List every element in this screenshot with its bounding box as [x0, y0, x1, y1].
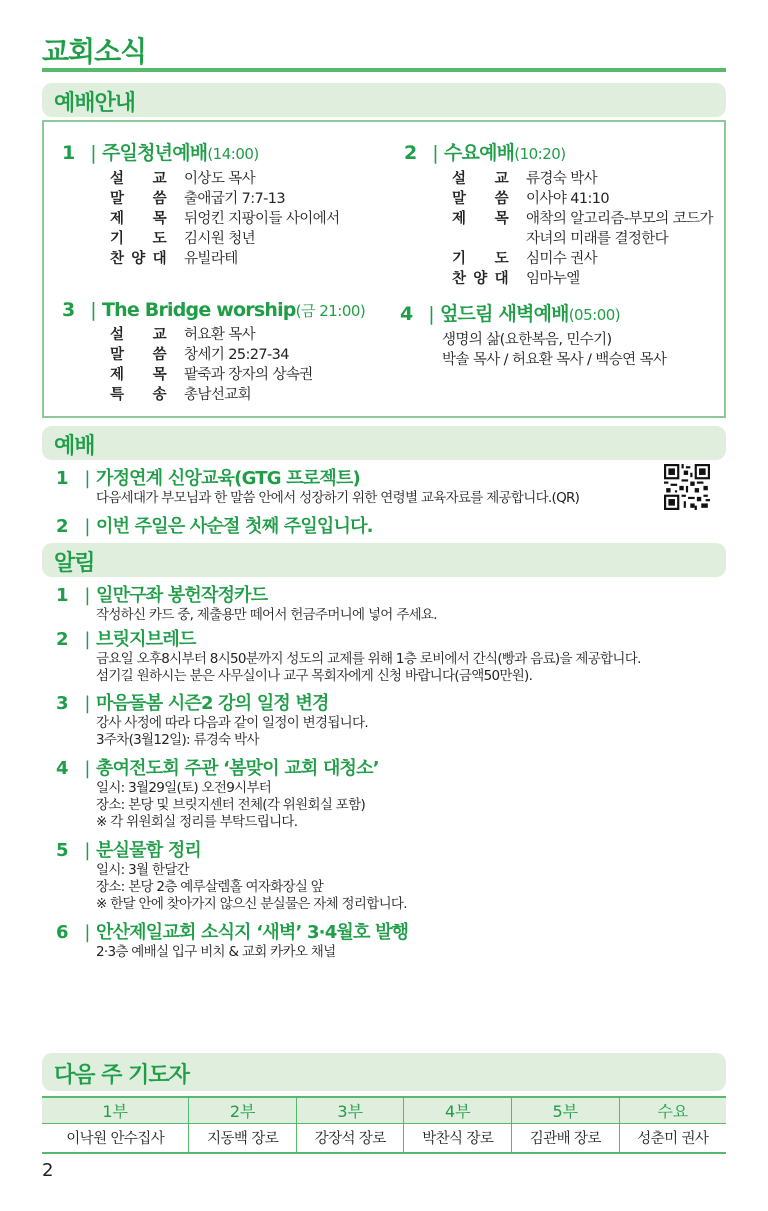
service-row-value: 이사야 41:10	[526, 191, 610, 207]
service-name: 주일청년예배	[102, 142, 208, 164]
service-row-value: 김시원 청년	[184, 231, 256, 247]
service-row-key: 특 송	[110, 387, 166, 403]
item-title: 총여전도회 주관 ‘봄맞이 교회 대청소’	[96, 758, 379, 779]
item-line: 일시: 3월29일(토) 오전9시부터	[96, 780, 272, 796]
service-3: 3 | The Bridge worship(금 21:00) 설 교 허요환 목사 말 씀 창세기 25:27-34 제 목 팥죽과 장자의 상속권 특 송 총남선교회	[62, 299, 366, 403]
service-row-key: 제 목	[452, 211, 508, 227]
service-time: (05:00)	[568, 306, 621, 324]
service-rows	[110, 169, 340, 269]
item-line: 장소: 본당 및 브릿지센터 전체(각 위원회실 포함)	[96, 797, 366, 813]
prayer-header: 3부	[296, 1097, 404, 1123]
service-row-value: 출애굽기 7:7-13	[184, 191, 286, 207]
item-number: 1	[56, 585, 68, 606]
service-row	[110, 385, 365, 405]
service-name: 엎드림 새벽예배	[440, 303, 569, 325]
notice-item-6: 6 | 안산제일교회 소식지 ‘새벽’ 3·4월호 발행 2·3층 예배실 입구 비치 & 교회 카카오 채널	[56, 922, 409, 960]
service-row	[452, 269, 713, 289]
prayer-header: 4부	[404, 1097, 512, 1123]
service-time: (14:00)	[207, 145, 259, 163]
prayer-name: 박찬식 장로	[404, 1123, 512, 1153]
service-row-key: 제 목	[110, 211, 166, 227]
item-line: 섬기길 원하시는 분은 사무실이나 교구 목회자에게 신청 바랍니다(금액50만원).	[96, 668, 533, 684]
prayer-table	[42, 1096, 726, 1154]
section-band-worship	[42, 426, 726, 460]
service-time: (금 21:00)	[295, 302, 366, 320]
service-row-value: 창세기 25:27-34	[184, 347, 289, 363]
service-row-value: 자녀의 미래를 결정한다	[526, 231, 669, 247]
service-line: 생명의 삶(요한복음, 민수기)	[442, 332, 612, 348]
item-number: 1	[56, 468, 68, 489]
service-row	[452, 169, 713, 189]
service-row-key: 말 씀	[110, 191, 166, 207]
section-heading: 예배안내	[54, 91, 136, 116]
section-heading: 다음 주 기도자	[54, 1063, 189, 1088]
service-row-key: 제 목	[110, 367, 166, 383]
prayer-header: 2부	[189, 1097, 297, 1123]
service-row	[110, 169, 340, 189]
service-row-key: 기 도	[452, 251, 508, 267]
item-number: 2	[56, 516, 68, 537]
service-row-key: 설 교	[110, 171, 166, 187]
service-row-value: 허요환 목사	[184, 327, 256, 343]
section-band-notices	[42, 543, 726, 577]
prayer-name: 성춘미 권사	[619, 1123, 726, 1153]
service-name: 수요예배	[444, 142, 515, 164]
service-rows	[110, 325, 365, 405]
service-row	[110, 325, 365, 345]
item-line: ※ 한달 안에 찾아가지 않으신 분실물은 자체 정리합니다.	[96, 896, 407, 912]
notice-item-3: 3 | 마음돌봄 시즌2 강의 일정 변경 강사 사정에 따라 다음과 같이 일정이 변경됩니다. 3주차(3월12일): 류경숙 박사	[56, 693, 368, 748]
item-line: 장소: 본당 2층 예루살렘홀 여자화장실 앞	[96, 879, 324, 895]
service-row	[452, 229, 713, 249]
service-row-key: 설 교	[110, 327, 166, 343]
service-row-key: 찬 양 대	[452, 271, 508, 287]
service-number: 3	[62, 299, 75, 321]
service-1: 1 | 주일청년예배(14:00) 설 교 이상도 목사 말 씀 출애굽기 7:7-13 제 목 뒤엉킨 지팡이들 사이에서 기 도 김시원 청년 찬 양 대 유빌라테	[62, 142, 340, 267]
prayer-header: 5부	[512, 1097, 620, 1123]
item-number: 6	[56, 922, 68, 943]
service-row-key: 말 씀	[452, 191, 508, 207]
item-line: ※ 각 위원회실 정리를 부탁드립니다.	[96, 814, 298, 830]
notice-item-1: 1 | 일만구좌 봉헌작정카드 작성하신 카드 중, 제출용만 떼어서 헌금주머니에 넣어 주세요.	[56, 585, 437, 623]
section-heading: 예배	[54, 434, 95, 459]
prayer-name: 이낙원 안수집사	[42, 1123, 189, 1153]
service-line: 박솔 목사 / 허요환 목사 / 백승연 목사	[442, 352, 667, 368]
service-number: 1	[62, 142, 75, 164]
service-row	[110, 365, 365, 385]
prayer-name-row	[42, 1123, 726, 1153]
service-row-key	[452, 229, 526, 249]
service-row-key: 설 교	[452, 171, 508, 187]
service-number: 4	[400, 303, 413, 325]
service-row	[110, 229, 340, 249]
page-number: 2	[42, 1160, 54, 1181]
page-title: 교회소식	[42, 35, 147, 68]
prayer-header-row	[42, 1097, 726, 1123]
item-title: 분실물함 정리	[96, 840, 201, 861]
prayer-header: 1부	[42, 1097, 189, 1123]
service-row	[452, 249, 713, 269]
item-line: 일시: 3월 한달간	[96, 862, 189, 878]
service-row	[452, 209, 713, 229]
item-number: 2	[56, 629, 68, 650]
item-title: 브릿지브레드	[96, 629, 196, 650]
item-line: 2·3층 예배실 입구 비치 & 교회 카카오 채널	[96, 944, 336, 960]
item-line: 다음세대가 부모님과 한 말씀 안에서 성장하기 위한 연령별 교육자료를 제공합니다.(QR)	[96, 490, 580, 506]
service-row-value: 유빌라테	[184, 251, 238, 267]
service-row-value: 이상도 목사	[184, 171, 256, 187]
service-row-key: 말 씀	[110, 347, 166, 363]
item-number: 5	[56, 840, 68, 861]
prayer-name: 지동백 장로	[189, 1123, 297, 1153]
title-rule	[42, 68, 726, 72]
item-line: 3주차(3월12일): 류경숙 박사	[96, 732, 259, 748]
service-row-key: 기 도	[110, 231, 166, 247]
service-row	[110, 345, 365, 365]
item-number: 3	[56, 693, 68, 714]
item-title: 가정연계 신앙교육(GTG 프로젝트)	[96, 468, 360, 489]
service-row-value: 애착의 알고리즘-부모의 코드가	[526, 211, 713, 227]
worship-item-2: 2 | 이번 주일은 사순절 첫째 주일입니다.	[56, 516, 373, 537]
service-row-value: 심미수 권사	[526, 251, 598, 267]
section-heading: 알림	[54, 551, 95, 576]
service-name: The Bridge worship	[102, 299, 296, 321]
item-line: 금요일 오후8시부터 8시50분까지 성도의 교제를 위해 1층 로비에서 간식(빵과 음료)을 제공합니다.	[96, 651, 641, 667]
service-time: (10:20)	[514, 145, 566, 163]
item-title: 안산제일교회 소식지 ‘새벽’ 3·4월호 발행	[96, 922, 409, 943]
prayer-name: 강장석 장로	[296, 1123, 404, 1153]
section-band-prayer	[42, 1053, 726, 1091]
item-line: 작성하신 카드 중, 제출용만 떼어서 헌금주머니에 넣어 주세요.	[96, 607, 437, 623]
notice-item-2: 2 | 브릿지브레드 금요일 오후8시부터 8시50분까지 성도의 교제를 위해 1층 로비에서 간식(빵과 음료)을 제공합니다. 섬기길 원하시는 분은 사무실이나 교구 목회자에게 신청 바랍니다(금액50만원).	[56, 629, 641, 684]
service-4: 4 | 엎드림 새벽예배(05:00) 생명의 삶(요한복음, 민수기) 박솔 목사 / 허요환 목사 / 백승연 목사	[400, 303, 667, 368]
item-title: 일만구좌 봉헌작정카드	[96, 585, 268, 606]
notice-item-5: 5 | 분실물함 정리 일시: 3월 한달간 장소: 본당 2층 예루살렘홀 여자화장실 앞 ※ 한달 안에 찾아가지 않으신 분실물은 자체 정리합니다.	[56, 840, 407, 912]
service-row-value: 팥죽과 장자의 상속권	[184, 367, 313, 383]
prayer-name: 김관배 장로	[512, 1123, 620, 1153]
service-row-value: 총남선교회	[184, 387, 252, 403]
item-title: 이번 주일은 사순절 첫째 주일입니다.	[96, 516, 373, 537]
qr-code-icon[interactable]	[664, 464, 710, 510]
service-rows	[452, 169, 713, 289]
service-row-key: 찬 양 대	[110, 251, 166, 267]
service-row-value: 뒤엉킨 지팡이들 사이에서	[184, 211, 340, 227]
prayer-header: 수요	[619, 1097, 726, 1123]
item-number: 4	[56, 758, 68, 779]
service-row	[110, 249, 340, 269]
service-row	[452, 189, 713, 209]
service-row-value: 임마누엘	[526, 271, 580, 287]
worship-item-1: 1 | 가정연계 신앙교육(GTG 프로젝트) 다음세대가 부모님과 한 말씀 안에서 성장하기 위한 연령별 교육자료를 제공합니다.(QR)	[56, 468, 580, 506]
section-band-worship-guide	[42, 83, 726, 117]
service-number: 2	[404, 142, 417, 164]
service-row	[110, 189, 340, 209]
service-row	[110, 209, 340, 229]
service-2: 2 | 수요예배(10:20) 설 교 류경숙 박사 말 씀 이사야 41:10 제 목 애착의 알고리즘-부모의 코드가 자녀의 미래를 결정한다 기 도 심미수 권사 찬 양 대 임마누엘	[404, 142, 713, 287]
notice-item-4: 4 | 총여전도회 주관 ‘봄맞이 교회 대청소’ 일시: 3월29일(토) 오전9시부터 장소: 본당 및 브릿지센터 전체(각 위원회실 포함) ※ 각 위원회실 정리를 부탁드립니다.	[56, 758, 379, 830]
item-title: 마음돌봄 시즌2 강의 일정 변경	[96, 693, 329, 714]
item-line: 강사 사정에 따라 다음과 같이 일정이 변경됩니다.	[96, 715, 368, 731]
service-row-value: 류경숙 박사	[526, 171, 598, 187]
